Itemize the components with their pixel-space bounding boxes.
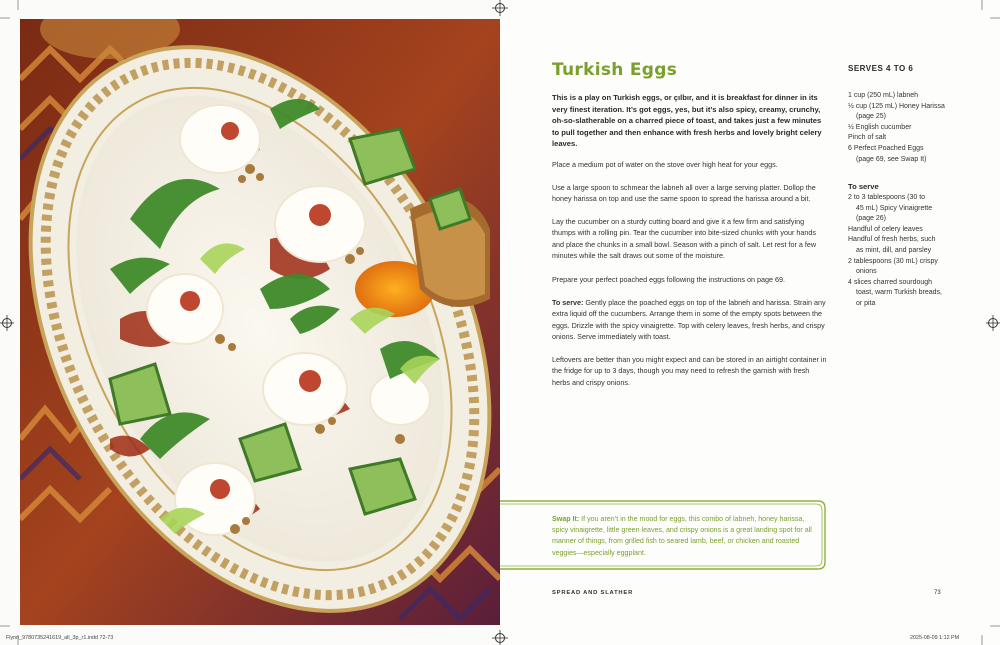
print-slug-date: 2025-08-09 1:12 PM — [910, 635, 960, 641]
swap-it-text: If you aren’t in the mood for eggs, this combo of labneh, honey harissa, spicy vinaigrette, little green leaves, and crispy onions is a great landing spot for all manner of things, from grilled fish to seared lamb, beef, or chicken and roasted veggies—especially eggplant. — [552, 515, 812, 557]
step-text: Lay the cucumber on a sturdy cutting board and give it a few firm and satisfying thumps with a rolling pin. Tear the cucumber into bite-sized chunks with your hands and place the chunks in a small bowl. Season with a pinch of salt. Let rest for a few minutes while the salt draws out some of the moisture. — [552, 217, 817, 261]
step-text: Gently place the poached eggs on top of the labneh and harissa. Strain any extra liquid off the cucumbers. Arrange them in some of the empty spots between the eggs. Drizzle with the spicy vinaigrette. Top with celery leaves, fresh herbs, and crispy onions. Serve immediately with toast. — [552, 298, 826, 342]
ingredient-line: 1 cup (250 mL) labneh — [848, 92, 919, 99]
ingredient-line: Handful of celery leaves — [848, 225, 923, 233]
ingredient-line: 4 slices charred sourdough — [848, 278, 933, 286]
step-text: Leftovers are better than you might expect and can be stored in an airtight container in the fridge for up to 3 days, though you may need to refresh the garnish with fresh herbs and crispy onions. — [552, 355, 827, 387]
ingredient-cont: (page 25) — [856, 113, 886, 121]
step-text: Prepare your perfect poached eggs following the instructions on page 69. — [552, 275, 785, 284]
serve-heading: To serve — [848, 182, 879, 191]
serves-label: SERVES 4 TO 6 — [848, 64, 914, 73]
recipe-intro: This is a play on Turkish eggs, or çılbır, and it is breakfast for dinner in its very finest iteration. It’s got eggs, yes, but it’s also spicy, creamy, crunchy, oh-so-slatherable on a charred piece of toast, and takes just a few minutes to pull together and then enhance with fresh herbs and lovely bright celery leaves. — [552, 93, 822, 149]
ingredient-line: ½ cup (125 mL) Honey Harissa — [848, 102, 945, 110]
ingredient-cont: 45 mL) Spicy Vinaigrette — [856, 204, 933, 212]
ingredient-cont: as mint, dill, and parsley — [856, 246, 932, 254]
running-footer-section: SPREAD AND SLATHER — [552, 590, 634, 596]
ingredient-line: 2 tablespoons (30 mL) crispy — [848, 257, 938, 265]
ingredient-cont: (page 69, see Swap It) — [856, 155, 927, 163]
ingredient-cont: (page 26) — [856, 215, 886, 223]
step-text: Place a medium pot of water on the stove over high heat for your eggs. — [552, 160, 778, 169]
ingredient-line: Handful of fresh herbs, such — [848, 236, 936, 244]
ingredient-line: Pinch of salt — [848, 134, 887, 142]
ingredient-cont: onions — [856, 268, 877, 276]
step-text: Use a large spoon to schmear the labneh all over a large serving platter. Dollop the honey harissa on top and use the same spoon to spread the harissa around a bit. — [552, 183, 816, 204]
ingredient-cont: toast, warm Turkish breads, — [856, 289, 942, 297]
ingredient-line: 2 to 3 tablespoons (30 to — [848, 194, 926, 201]
step-lead: To serve: — [552, 298, 584, 307]
page-number: 73 — [934, 590, 941, 596]
ingredient-cont: or pita — [856, 299, 876, 307]
ingredient-line: ½ English cucumber — [848, 123, 912, 131]
swap-it-label: Swap It: — [552, 515, 580, 523]
ingredient-line: 6 Perfect Poached Eggs — [848, 144, 924, 152]
recipe-title: Turkish Eggs — [552, 60, 678, 80]
print-slug-file: Flynn_9780735241619_all_3p_r1.indd 72-73 — [6, 635, 114, 641]
